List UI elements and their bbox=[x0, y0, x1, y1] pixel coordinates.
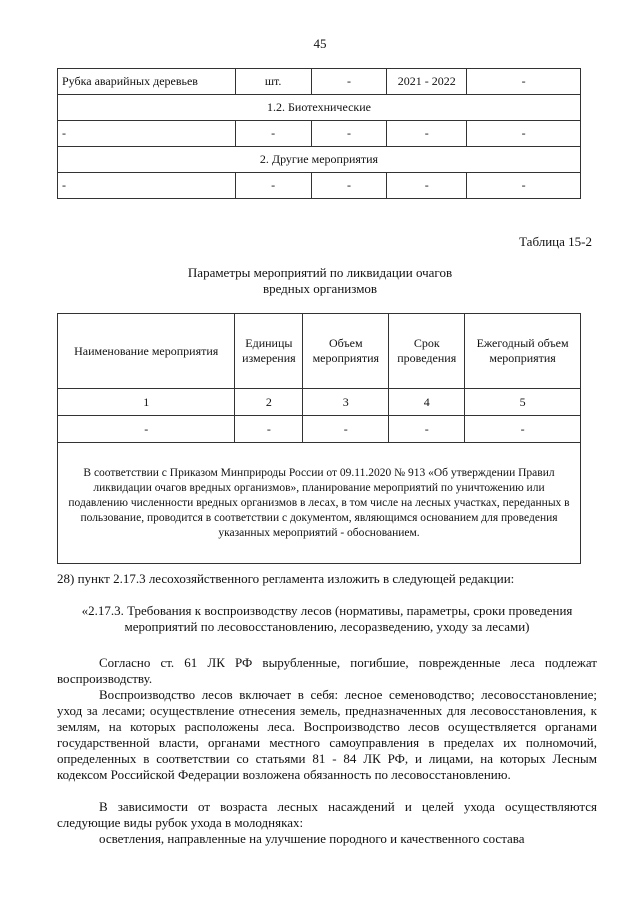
header-cell: Ежегодный объем мероприятия bbox=[465, 314, 581, 389]
header-row bbox=[58, 314, 581, 389]
table-row bbox=[58, 69, 581, 95]
table-cell: - bbox=[58, 173, 236, 199]
column-number-row bbox=[58, 389, 581, 416]
pest-control-table bbox=[57, 313, 581, 564]
table-cell: - bbox=[311, 121, 387, 147]
paragraph-3: В зависимости от возраста лесных насаждений и целей ухода осуществляются следующие виды рубок ухода в молодняках: bbox=[57, 799, 597, 830]
paragraph-1: Согласно ст. 61 ЛК РФ вырубленные, погибшие, поврежденные леса подлежат воспроизводству. bbox=[57, 655, 597, 686]
table-cell: - bbox=[311, 173, 387, 199]
column-number-cell: 3 bbox=[303, 389, 389, 416]
table-title-line: вредных организмов bbox=[262, 281, 378, 296]
section-row bbox=[58, 95, 581, 121]
paragraph-4: осветления, направленные на улучшение породного и качественного состава bbox=[99, 831, 525, 846]
table-cell: - bbox=[387, 121, 467, 147]
column-number-cell: 1 bbox=[58, 389, 235, 416]
header-cell: Единицы измерения bbox=[235, 314, 303, 389]
table-cell: - bbox=[58, 416, 235, 443]
column-number-cell: 5 bbox=[465, 389, 581, 416]
table-cell: - bbox=[387, 173, 467, 199]
page-number: 45 bbox=[313, 36, 327, 51]
table-cell: - bbox=[235, 173, 311, 199]
table-cell: - bbox=[467, 121, 581, 147]
table-row bbox=[58, 121, 581, 147]
table-cell: - bbox=[467, 173, 581, 199]
table-cell: - bbox=[58, 121, 236, 147]
section-row bbox=[58, 147, 581, 173]
table-cell: - bbox=[467, 69, 581, 95]
table-title bbox=[0, 265, 640, 297]
header-cell: Объем мероприятия bbox=[303, 314, 389, 389]
table-cell: - bbox=[303, 416, 389, 443]
table-cell: шт. bbox=[235, 69, 311, 95]
table-number: Таблица 15-2 bbox=[519, 234, 592, 249]
table-row bbox=[58, 173, 581, 199]
events-table-continued bbox=[57, 68, 581, 199]
column-number-cell: 4 bbox=[389, 389, 465, 416]
table-cell: 2021 - 2022 bbox=[387, 69, 467, 95]
table-cell: - bbox=[235, 416, 303, 443]
paragraph-2: Воспроизводство лесов включает в себя: лесное семеноводство; лесовосстановление; уход за лесами; осуществление отнесения земель, предназначенных для лесовосстановления, к землям, на которых расположены леса. Воспроизводство лесов осуществляется органами государственной власти, органами местного самоуправления в пределах их полномочий, определенных в соответствии со статьями 81 - 84 ЛК РФ, и лицами, на которых Лесным кодексом Российской Федерации возложена обязанность по лесовосстановлению. bbox=[57, 687, 597, 782]
table-row bbox=[58, 416, 581, 443]
header-cell: Наименование мероприятия bbox=[58, 314, 235, 389]
table-cell: - bbox=[389, 416, 465, 443]
table-cell: Рубка аварийных деревьев bbox=[58, 69, 236, 95]
note-row bbox=[58, 443, 581, 564]
section-cell: 1.2. Биотехнические bbox=[58, 95, 581, 121]
note-cell: В соответствии с Приказом Минприроды России от 09.11.2020 № 913 «Об утверждении Правил ликвидации очагов вредных организмов», планирование мероприятий по уничтожению или подавлению численности вредных организмов в лесах, в том числе на лесных участках, переданных в пользование, проводится в соответствии с документом, являющимся основанием для проведения указанных мероприятий - обоснованием. bbox=[58, 443, 581, 564]
table-title-line: Параметры мероприятий по ликвидации очагов bbox=[187, 265, 453, 280]
table-cell: - bbox=[465, 416, 581, 443]
table-cell: - bbox=[235, 121, 311, 147]
column-number-cell: 2 bbox=[235, 389, 303, 416]
table-cell: - bbox=[311, 69, 387, 95]
header-cell: Срок проведения bbox=[389, 314, 465, 389]
section-cell: 2. Другие мероприятия bbox=[58, 147, 581, 173]
item-28: 28) пункт 2.17.3 лесохозяйственного регламента изложить в следующей редакции: bbox=[57, 571, 515, 586]
section-heading: «2.17.3. Требования к воспроизводству лесов (нормативы, параметры, сроки проведения мероприятий по лесовосстановлению, лесоразведению, уходу за лесами) bbox=[81, 603, 573, 634]
